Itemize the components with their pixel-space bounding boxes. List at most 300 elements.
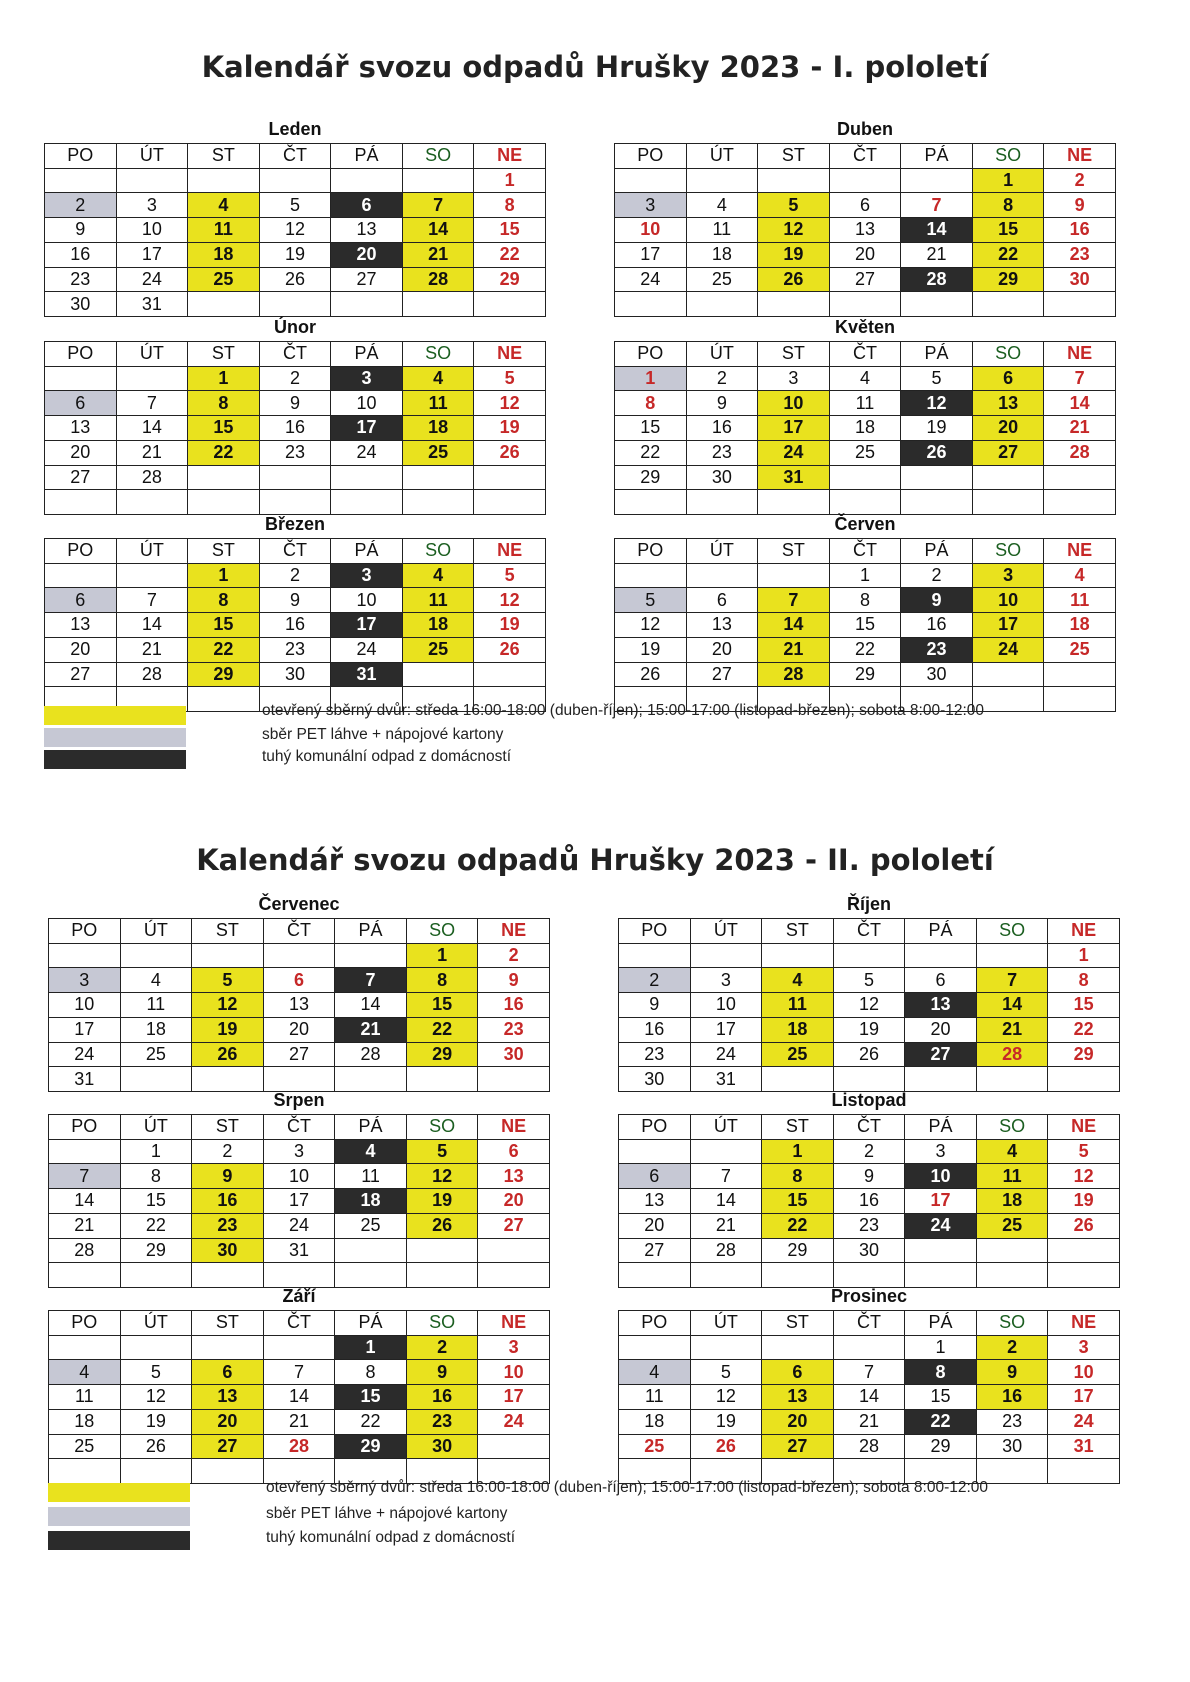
day-header: ÚT [116, 144, 188, 169]
day-cell [901, 490, 973, 515]
day-cell: 9 [259, 588, 331, 613]
week-row [49, 1238, 550, 1263]
day-cell: 16 [478, 993, 550, 1018]
day-cell: 6 [619, 1164, 691, 1189]
day-header: SO [972, 539, 1044, 564]
day-cell: 28 [901, 267, 973, 292]
day-cell [1048, 1459, 1120, 1484]
day-cell: 7 [690, 1164, 762, 1189]
legend-swatch-yellow [48, 1483, 190, 1502]
day-cell: 26 [615, 662, 687, 687]
day-header: ST [188, 539, 260, 564]
day-cell: 1 [829, 563, 901, 588]
day-cell: 26 [406, 1213, 478, 1238]
day-cell: 29 [972, 267, 1044, 292]
day-cell [406, 1238, 478, 1263]
day-header: SO [406, 919, 478, 944]
day-cell: 3 [478, 1335, 550, 1360]
day-cell: 5 [615, 588, 687, 613]
day-cell [478, 1238, 550, 1263]
month-duben [614, 119, 1116, 317]
legend-text-yellow: otevřený sběrný dvůr: středa 16:00-18:00 (duben-říjen); 15:00-17:00 (listopad-březen); sobota 8:00-12:00 [262, 702, 985, 719]
day-cell: 2 [192, 1139, 264, 1164]
day-cell: 2 [686, 366, 758, 391]
day-cell: 17 [905, 1189, 977, 1214]
day-cell: 6 [45, 391, 117, 416]
day-cell: 24 [49, 1042, 121, 1067]
day-cell: 29 [905, 1434, 977, 1459]
month-table [44, 341, 546, 515]
day-cell [120, 1335, 192, 1360]
day-cell [972, 465, 1044, 490]
day-cell [829, 490, 901, 515]
day-cell: 17 [615, 242, 687, 267]
day-cell [478, 1263, 550, 1288]
week-row [45, 613, 546, 638]
day-cell [188, 465, 260, 490]
day-cell: 19 [192, 1017, 264, 1042]
day-header: PO [45, 342, 117, 367]
day-cell: 19 [120, 1409, 192, 1434]
day-cell: 26 [474, 440, 546, 465]
day-header: PÁ [335, 1115, 407, 1140]
day-cell [976, 1238, 1048, 1263]
day-cell: 23 [686, 440, 758, 465]
day-cell: 14 [335, 993, 407, 1018]
day-cell: 26 [758, 267, 830, 292]
day-cell: 11 [829, 391, 901, 416]
day-cell: 16 [833, 1189, 905, 1214]
day-cell: 18 [402, 613, 474, 638]
week-row [49, 968, 550, 993]
week-row [619, 1164, 1120, 1189]
month-name: Duben [837, 119, 893, 139]
day-cell: 14 [116, 613, 188, 638]
day-cell: 15 [972, 218, 1044, 243]
week-row [45, 193, 546, 218]
day-header: ST [758, 539, 830, 564]
day-cell [120, 1459, 192, 1484]
day-cell: 1 [188, 563, 260, 588]
week-row [615, 366, 1116, 391]
day-header: ÚT [120, 1115, 192, 1140]
day-cell: 23 [192, 1213, 264, 1238]
day-cell: 15 [335, 1385, 407, 1410]
day-cell: 19 [901, 416, 973, 441]
day-cell: 10 [1048, 1360, 1120, 1385]
day-cell: 13 [45, 613, 117, 638]
day-cell: 2 [259, 563, 331, 588]
day-cell: 30 [259, 662, 331, 687]
day-header: ÚT [686, 144, 758, 169]
day-cell: 24 [1048, 1409, 1120, 1434]
day-header: NE [478, 1115, 550, 1140]
day-header: ST [758, 342, 830, 367]
week-row [45, 168, 546, 193]
day-cell: 5 [259, 193, 331, 218]
day-cell: 15 [406, 993, 478, 1018]
day-cell: 30 [833, 1238, 905, 1263]
day-cell: 29 [188, 662, 260, 687]
legend-swatch-gray [48, 1507, 190, 1526]
day-cell: 24 [972, 637, 1044, 662]
day-cell: 10 [690, 993, 762, 1018]
day-cell: 15 [762, 1189, 834, 1214]
day-cell [901, 168, 973, 193]
day-cell: 28 [758, 662, 830, 687]
day-header: PO [615, 144, 687, 169]
day-header: NE [1048, 1311, 1120, 1336]
day-cell: 6 [972, 366, 1044, 391]
legend-swatch-yellow [44, 706, 186, 725]
week-row [45, 490, 546, 515]
day-cell: 15 [615, 416, 687, 441]
day-cell: 25 [402, 637, 474, 662]
day-cell: 5 [1048, 1139, 1120, 1164]
day-cell [259, 465, 331, 490]
day-header: PO [619, 919, 691, 944]
day-cell: 10 [972, 588, 1044, 613]
day-header: NE [478, 1311, 550, 1336]
day-cell: 25 [829, 440, 901, 465]
day-cell: 2 [259, 366, 331, 391]
day-cell: 18 [976, 1189, 1048, 1214]
day-cell: 22 [762, 1213, 834, 1238]
week-row [615, 490, 1116, 515]
week-row [619, 968, 1120, 993]
week-row [49, 1263, 550, 1288]
day-cell: 8 [474, 193, 546, 218]
day-header: PÁ [331, 144, 403, 169]
day-cell: 9 [976, 1360, 1048, 1385]
day-cell: 25 [120, 1042, 192, 1067]
week-row [45, 465, 546, 490]
week-row [45, 416, 546, 441]
day-cell: 11 [686, 218, 758, 243]
day-cell [331, 490, 403, 515]
week-row [619, 1360, 1120, 1385]
day-cell: 30 [1044, 267, 1116, 292]
day-cell: 9 [1044, 193, 1116, 218]
day-cell: 6 [829, 193, 901, 218]
day-cell [690, 1335, 762, 1360]
day-cell: 9 [686, 391, 758, 416]
day-cell [758, 563, 830, 588]
day-cell: 8 [188, 391, 260, 416]
day-cell: 7 [402, 193, 474, 218]
day-header: ČT [259, 144, 331, 169]
day-cell: 28 [263, 1434, 335, 1459]
day-cell: 7 [335, 968, 407, 993]
day-cell: 20 [45, 637, 117, 662]
week-row [49, 1213, 550, 1238]
day-cell [686, 490, 758, 515]
day-cell: 24 [905, 1213, 977, 1238]
week-row [49, 1042, 550, 1067]
month-name: Říjen [846, 894, 891, 914]
day-cell: 30 [976, 1434, 1048, 1459]
day-cell [116, 490, 188, 515]
day-cell: 7 [1044, 366, 1116, 391]
day-cell: 27 [829, 267, 901, 292]
day-cell: 5 [406, 1139, 478, 1164]
day-cell: 5 [474, 563, 546, 588]
day-cell: 3 [758, 366, 830, 391]
day-cell: 15 [188, 416, 260, 441]
day-cell: 6 [331, 193, 403, 218]
day-cell [116, 366, 188, 391]
day-cell: 25 [619, 1434, 691, 1459]
day-header: SO [972, 144, 1044, 169]
week-row [49, 993, 550, 1018]
day-cell: 6 [263, 968, 335, 993]
week-row [615, 267, 1116, 292]
day-header: SO [976, 1115, 1048, 1140]
day-cell: 3 [331, 366, 403, 391]
day-header: PÁ [901, 342, 973, 367]
day-cell: 27 [45, 465, 117, 490]
day-cell: 11 [1044, 588, 1116, 613]
day-cell: 24 [615, 267, 687, 292]
day-cell: 16 [1044, 218, 1116, 243]
day-header: ST [188, 144, 260, 169]
month-table [48, 918, 550, 1092]
day-cell: 15 [474, 218, 546, 243]
day-cell: 21 [976, 1017, 1048, 1042]
legend-text-gray: sběr PET láhve + nápojové kartony [266, 1505, 508, 1522]
day-cell: 14 [833, 1385, 905, 1410]
day-cell: 25 [976, 1213, 1048, 1238]
day-header: SO [402, 342, 474, 367]
week-row [49, 1139, 550, 1164]
day-cell: 1 [474, 168, 546, 193]
day-cell: 26 [120, 1434, 192, 1459]
day-cell: 15 [905, 1385, 977, 1410]
day-cell: 22 [406, 1017, 478, 1042]
day-cell: 3 [1048, 1335, 1120, 1360]
week-row [49, 1434, 550, 1459]
day-cell: 21 [335, 1017, 407, 1042]
week-row [49, 1360, 550, 1385]
day-cell: 13 [972, 391, 1044, 416]
day-cell: 26 [690, 1434, 762, 1459]
day-header: ČT [829, 539, 901, 564]
day-header: PÁ [905, 1115, 977, 1140]
day-cell: 6 [686, 588, 758, 613]
day-cell: 4 [976, 1139, 1048, 1164]
day-cell: 19 [758, 242, 830, 267]
day-cell: 23 [619, 1042, 691, 1067]
month-březen [44, 514, 546, 712]
day-cell: 27 [905, 1042, 977, 1067]
day-cell: 2 [478, 943, 550, 968]
day-cell: 30 [901, 662, 973, 687]
day-cell: 23 [976, 1409, 1048, 1434]
day-cell: 28 [49, 1238, 121, 1263]
day-header: NE [478, 919, 550, 944]
day-cell: 22 [829, 637, 901, 662]
day-header: PO [49, 1115, 121, 1140]
day-cell: 15 [1048, 993, 1120, 1018]
day-header: ÚT [686, 342, 758, 367]
day-cell [259, 490, 331, 515]
day-cell: 14 [758, 613, 830, 638]
day-cell: 19 [1048, 1189, 1120, 1214]
week-row [49, 1385, 550, 1410]
day-cell: 26 [259, 267, 331, 292]
day-cell: 23 [833, 1213, 905, 1238]
day-cell: 6 [762, 1360, 834, 1385]
day-cell: 17 [478, 1385, 550, 1410]
day-header: NE [1044, 144, 1116, 169]
day-cell: 16 [686, 416, 758, 441]
day-cell [833, 1335, 905, 1360]
day-cell: 2 [1044, 168, 1116, 193]
week-row [615, 662, 1116, 687]
day-cell [263, 1263, 335, 1288]
day-cell [116, 563, 188, 588]
day-cell [615, 563, 687, 588]
day-cell [829, 292, 901, 317]
day-cell: 20 [263, 1017, 335, 1042]
day-header: SO [402, 539, 474, 564]
month-table [618, 918, 1120, 1092]
week-row [45, 440, 546, 465]
day-cell: 6 [905, 968, 977, 993]
day-cell: 19 [474, 613, 546, 638]
day-cell: 7 [901, 193, 973, 218]
day-cell [49, 1335, 121, 1360]
month-září [48, 1286, 550, 1484]
day-cell: 19 [833, 1017, 905, 1042]
day-cell [120, 1263, 192, 1288]
day-cell: 19 [690, 1409, 762, 1434]
day-cell: 17 [331, 613, 403, 638]
day-cell: 22 [120, 1213, 192, 1238]
day-header: ST [762, 919, 834, 944]
day-cell [762, 943, 834, 968]
day-cell [758, 490, 830, 515]
day-cell: 18 [335, 1189, 407, 1214]
day-cell: 21 [758, 637, 830, 662]
month-table [618, 1310, 1120, 1484]
day-cell: 22 [972, 242, 1044, 267]
day-cell: 27 [972, 440, 1044, 465]
day-cell: 8 [829, 588, 901, 613]
day-cell: 18 [762, 1017, 834, 1042]
day-cell: 20 [762, 1409, 834, 1434]
legend-half2 [48, 1479, 1148, 1546]
day-cell: 14 [690, 1189, 762, 1214]
day-cell [686, 168, 758, 193]
day-header: ÚT [116, 539, 188, 564]
day-header: ST [192, 1311, 264, 1336]
day-cell [972, 490, 1044, 515]
day-cell: 30 [686, 465, 758, 490]
day-header: ÚT [120, 1311, 192, 1336]
day-cell: 12 [690, 1385, 762, 1410]
day-cell: 24 [690, 1042, 762, 1067]
day-cell: 9 [406, 1360, 478, 1385]
day-cell: 13 [331, 218, 403, 243]
week-row [45, 218, 546, 243]
day-cell: 17 [331, 416, 403, 441]
legend-text-gray: sběr PET láhve + nápojové kartony [262, 726, 504, 743]
month-červenec [48, 894, 550, 1092]
day-cell: 23 [478, 1017, 550, 1042]
day-cell [972, 662, 1044, 687]
day-cell: 10 [478, 1360, 550, 1385]
week-row [619, 1385, 1120, 1410]
day-cell: 15 [829, 613, 901, 638]
day-cell: 16 [976, 1385, 1048, 1410]
day-cell: 31 [263, 1238, 335, 1263]
day-header: NE [474, 144, 546, 169]
day-cell: 24 [263, 1213, 335, 1238]
week-row [45, 563, 546, 588]
day-cell: 16 [45, 242, 117, 267]
day-cell: 22 [615, 440, 687, 465]
day-cell: 27 [45, 662, 117, 687]
legend-swatch-black [48, 1531, 190, 1550]
day-cell: 8 [335, 1360, 407, 1385]
day-cell: 10 [615, 218, 687, 243]
day-header: PÁ [335, 1311, 407, 1336]
day-cell: 6 [478, 1139, 550, 1164]
day-cell: 31 [116, 292, 188, 317]
day-cell [45, 168, 117, 193]
day-cell: 23 [259, 637, 331, 662]
day-cell [976, 1067, 1048, 1092]
day-header: ST [192, 919, 264, 944]
day-cell: 10 [49, 993, 121, 1018]
month-name: Září [282, 1286, 316, 1306]
day-cell: 14 [402, 218, 474, 243]
day-cell [331, 168, 403, 193]
day-cell: 26 [192, 1042, 264, 1067]
day-cell: 9 [619, 993, 691, 1018]
week-row [615, 563, 1116, 588]
week-row [49, 1017, 550, 1042]
day-cell [335, 1067, 407, 1092]
legend-text-black: tuhý komunální odpad z domácností [266, 1529, 516, 1546]
day-cell [976, 943, 1048, 968]
day-cell: 7 [116, 588, 188, 613]
month-name: Červenec [258, 894, 340, 914]
day-cell [1048, 1067, 1120, 1092]
day-cell: 13 [192, 1385, 264, 1410]
month-name: Prosinec [830, 1286, 908, 1306]
day-cell: 14 [976, 993, 1048, 1018]
month-name: Červen [834, 514, 896, 534]
month-srpen [48, 1090, 550, 1288]
day-cell: 29 [1048, 1042, 1120, 1067]
day-cell [615, 168, 687, 193]
day-cell: 29 [615, 465, 687, 490]
day-cell: 12 [833, 993, 905, 1018]
day-header: ČT [829, 144, 901, 169]
day-cell [331, 465, 403, 490]
week-row [619, 1213, 1120, 1238]
day-cell: 31 [49, 1067, 121, 1092]
day-cell: 11 [120, 993, 192, 1018]
day-cell: 7 [49, 1164, 121, 1189]
day-cell [758, 292, 830, 317]
week-row [45, 292, 546, 317]
day-cell: 2 [406, 1335, 478, 1360]
week-row [49, 1409, 550, 1434]
day-cell [615, 292, 687, 317]
